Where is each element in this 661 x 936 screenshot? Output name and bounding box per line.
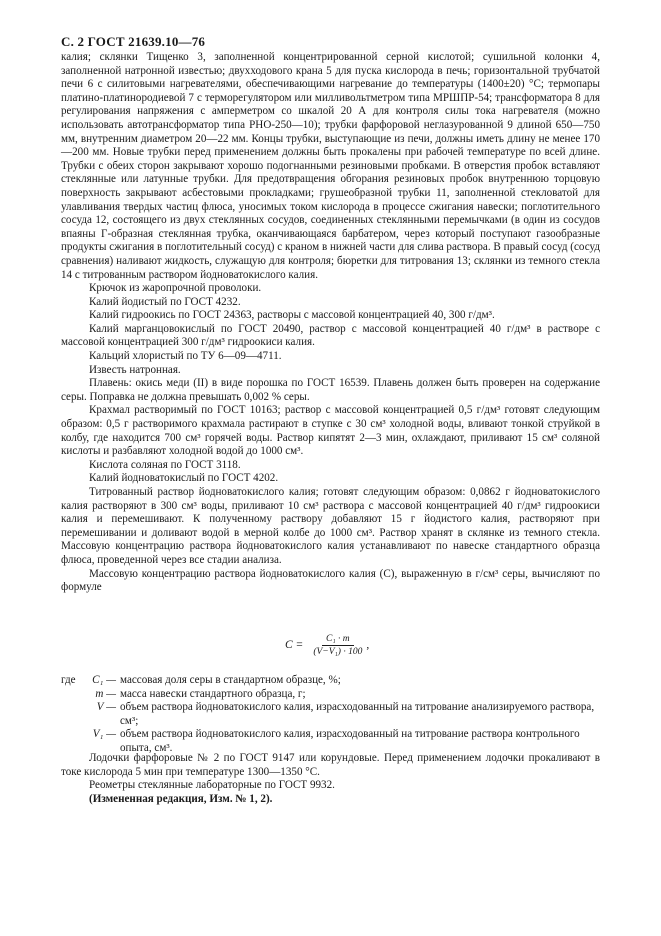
formula xyxy=(285,625,369,665)
definition-text: массовая доля серы в стандартном образце, %; xyxy=(120,674,341,686)
main-text xyxy=(61,51,600,595)
paragraph-titrated-solution: Титрованный раствор йодноватокислого калия; готовят следующим образом: 0,0862 г йодноватокислого калия растворяют в 300 см³ воды, приливают 10 см³ раствора с массовой концентрацией 40 г/дм³ гидроокиси калия и перемешивают. К полученному раствору добавляют 15 г йодистого калия, растворяют при перемешивании и доливают водой в мерной колбе до 1000 см³. Раствор хранят в склянке из темного стекла. Массовую концентрацию раствора йодноватокислого калия устанавливают по навеске стандартного образца флюса, проведенной через все стадии анализа. xyxy=(61,486,600,566)
definition-symbol: V — xyxy=(96,701,116,714)
definition-text: объем раствора йодноватокислого калия, израсходованный на титрование раствора контрольного опыта, см³. xyxy=(120,728,580,754)
paragraph-potassium-iodide: Калий йодистый по ГОСТ 4232. xyxy=(89,295,241,308)
where-label: где xyxy=(61,674,76,686)
paragraph-hook: Крючок из жаропрочной проволоки. xyxy=(89,282,262,295)
definition-row xyxy=(61,688,600,702)
paragraph-mass-concentration: Массовую концентрацию раствора йодноватокислого калия (C), выраженную в г/см³ серы, вычисляют по формуле xyxy=(61,567,600,594)
formula-numerator: C₁ · m xyxy=(322,634,354,646)
definition-symbol: C₁ — xyxy=(92,674,116,686)
paragraph-potassium-iodate: Калий йодноватокислый по ГОСТ 4202. xyxy=(89,472,279,485)
paragraph-boats: Лодочки фарфоровые № 2 по ГОСТ 9147 или корундовые. Перед применением лодочки прокаливают в токе кислорода 5 мин при температуре 1300—1350 °С. xyxy=(61,752,600,778)
paragraph-soda-lime: Известь натронная. xyxy=(89,363,181,376)
definition-text: объем раствора йодноватокислого калия, израсходованный на титрование анализируемого раствора, см³; xyxy=(120,701,595,727)
paragraph-calcium-chloride: Кальций хлористый по ТУ 6—09—4711. xyxy=(89,350,282,363)
page-header: С. 2 ГОСТ 21639.10—76 xyxy=(61,34,206,49)
definition-symbol: m — xyxy=(95,687,116,700)
definition-row xyxy=(61,674,600,688)
amendment-note: (Измененная редакция, Изм. № 1, 2). xyxy=(89,792,273,805)
definition-symbol: V₁ — xyxy=(92,728,116,741)
paragraph-rheometers: Реометры стеклянные лабораторные по ГОСТ 9932. xyxy=(89,779,335,792)
paragraph-flux: Плавень: окись меди (II) в виде порошка по ГОСТ 16539. Плавень должен быть проверен на содержание серы. Поправка не должна превышать 0,002 % серы. xyxy=(61,377,600,403)
paragraph-potassium-hydroxide: Калий гидроокись по ГОСТ 24363, растворы с массовой концентрацией 40, 300 г/дм³. xyxy=(89,309,495,322)
formula-lhs: C = xyxy=(285,639,304,651)
formula-fraction xyxy=(309,634,366,657)
definition-row xyxy=(61,701,600,728)
paragraph-hydrochloric-acid: Кислота соляная по ГОСТ 3118. xyxy=(89,458,241,471)
paragraph-starch: Крахмал растворимый по ГОСТ 10163; раствор с массовой концентрацией 0,5 г/дм³ готовят следующим образом: 0,5 г растворимого крахмала растирают в ступке с 30 см³ холодной воды, вливают тонкой струйкой в колбу, где находится 700 см³ горячей воды. Раствор кипятят 2—3 мин, охлаждают, приливают 15 см³ соляной кислоты и разбавляют холодной водой до 1000 см³. xyxy=(61,404,600,458)
formula-trail: , xyxy=(366,639,370,651)
paragraph-apparatus: калия; склянки Тищенко 3, заполненной концентрированной серной кислотой; сушильной колонки 4, заполненной натронной известью; двухходового крана 5 для пуска кислорода в печь; горизонтальной трубчатой печи 6 с силитовыми нагревателями, обеспечивающими нагревание до температуры (1400±20) °С; термопары платино-платинородиевой 7 с терморегулятором или милливольтметром типа МРШПР-54; трансформатора 8 для регулирования напряжения с амперметром со шкалой 20 А для контроля силы тока нагревателя (можно использовать автотрансформатор типа РНО-250—10); трубки фарфоровой неглазурованной 9 длиной 650—750 мм, внутренним диаметром 20—22 мм. Концы трубки, выступающие из печи, должны иметь длину не менее 170—200 мм. Новые трубки перед применением должны быть прокалены при рабочей температуре по всей длине. Трубки с обеих сторон закрывают хорошо подогнанными резиновыми пробками. В отверстия пробок вставляют стеклянные или латунные трубки. Для предотвращения обгорания резиновых пробок внутреннюю торцовую поверхность закрывают асбестовыми прокладками; грушеобразной трубки 11, заполненной стекловатой для улавливания твердых частиц флюса, уносимых током кислорода в процессе сжигания навески; поглотительного сосуда 12, состоящего из двух стеклянных сосудов, соединенных стеклянными перемычками (в один из сосудов впаяны Г-образная стеклянная трубка, оканчивающаяся барбатером, через который поступают газообразные продукты сжигания в поглотительный сосуд) с краном в нижней части для слива раствора. В правый сосуд (сосуд сравнения) наливают жидкость, служащую для контроля; бюретки для титрования 13; склянки из темного стекла 14 с титрованным раствором йодноватокислого калия. xyxy=(61,51,600,281)
formula-denominator: (V−V₁) · 100 xyxy=(313,646,363,657)
paragraph-potassium-permanganate: Калий марганцовокислый по ГОСТ 20490, раствор с массовой концентрацией 40 г/дм³ в растворе с массовой концентрацией 300 г/дм³ гидроокиси калия. xyxy=(61,322,600,349)
variable-definitions xyxy=(61,674,600,756)
definition-text: масса навески стандартного образца, г; xyxy=(120,687,306,700)
closing-text xyxy=(61,752,600,806)
